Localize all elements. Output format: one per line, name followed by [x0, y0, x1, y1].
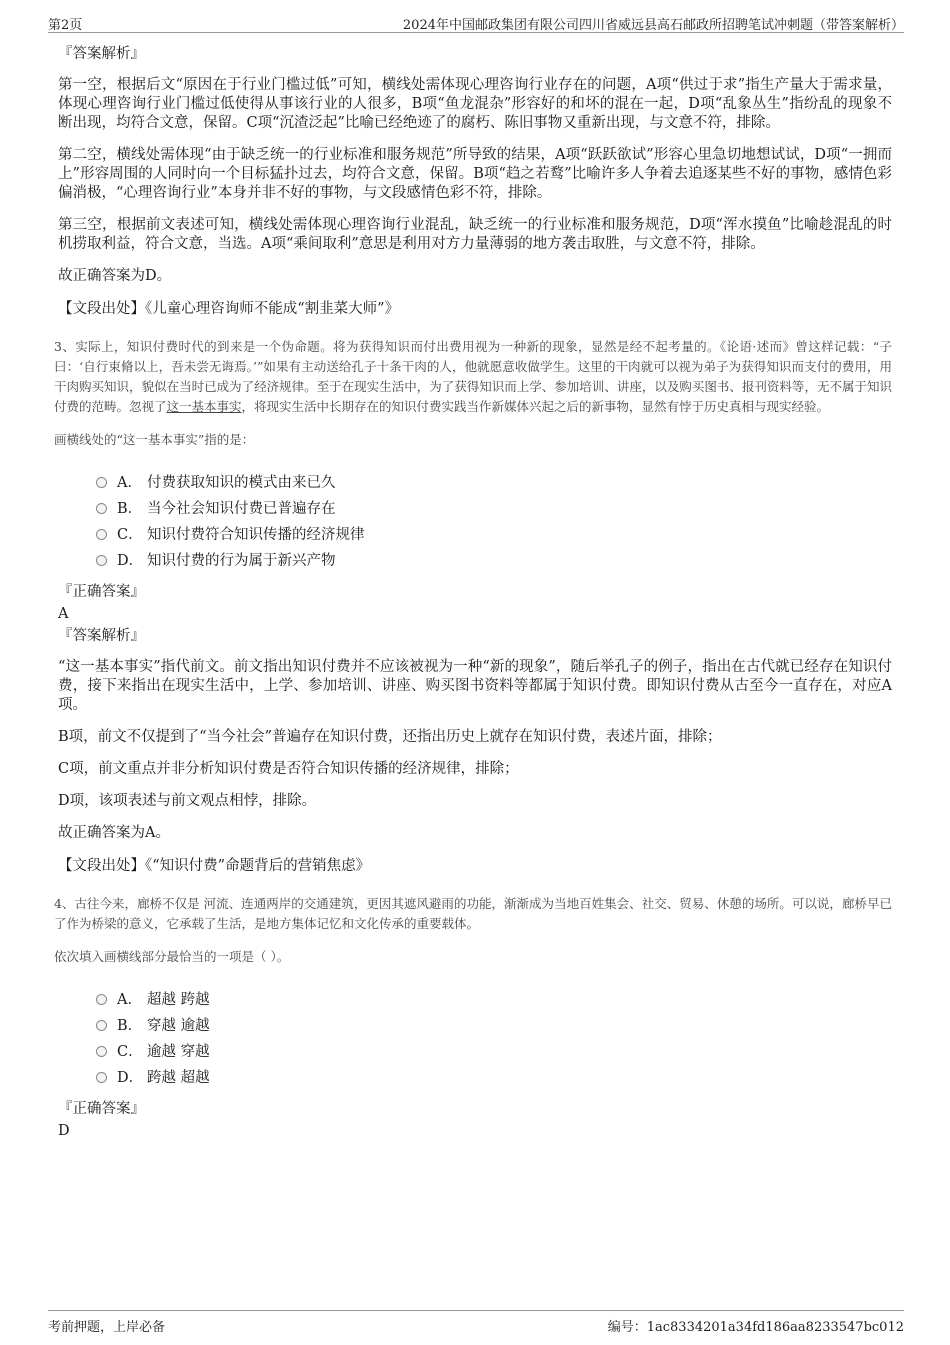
analysis-paragraph: C项，前文重点并非分析知识付费是否符合知识传播的经济规律，排除；	[58, 761, 519, 777]
underlined-phrase: 这一基本事实	[166, 399, 242, 414]
correct-answer: A	[58, 606, 69, 622]
analysis-conclusion: 故正确答案为D。	[58, 268, 172, 284]
option-a[interactable]: A． 付费获取知识的模式由来已久	[96, 470, 892, 496]
page-header	[48, 10, 904, 33]
radio-button[interactable]	[96, 1046, 107, 1057]
correct-answer-label: 『正确答案』	[58, 584, 145, 600]
option-b[interactable]: B． 穿越 逾越	[96, 1013, 892, 1039]
source-citation: 【文段出处】《“知识付费”命题背后的营销焦虑》	[58, 858, 371, 874]
page-number: 第2页	[48, 18, 83, 33]
correct-answer: D	[58, 1123, 70, 1139]
option-c[interactable]: C． 知识付费符合知识传播的经济规律	[96, 522, 892, 548]
analysis-paragraph: 第三空，根据前文表述可知，横线处需体现心理咨询行业混乱，缺乏统一的行业标准和服务规范，D项“浑水摸鱼”比喻趁混乱的时机捞取利益，符合文意，当选。A项“乘间取利”意思是利用对方力量薄弱的地方袭击取胜，与文意不符，排除。	[58, 217, 892, 252]
analysis-paragraph: 第一空，根据后文“原因在于行业门槛过低”可知，横线处需体现心理咨询行业存在的问题，A项“供过于求”指生产量大于需求量，体现心理咨询行业门槛过低使得从事该行业的人很多，B项“鱼龙混杂”形容好的和坏的混在一起，D项“乱象丛生”指纷乱的现象不断出现，均符合文意，保留。C项“沉渣泛起”比喻已经绝迹了的腐朽、陈旧事物又重新出现，与文意不符，排除。	[58, 77, 892, 131]
question-4-options	[96, 987, 892, 1091]
option-c[interactable]: C． 逾越 穿越	[96, 1039, 892, 1065]
option-d[interactable]: D． 知识付费的行为属于新兴产物	[96, 548, 892, 574]
analysis-label: 『答案解析』	[58, 46, 145, 62]
question-3-options	[96, 470, 892, 574]
footer-slogan: 考前押题，上岸必备	[48, 1320, 166, 1335]
question-4-text: 4、古往今来，廊桥不仅是 河流、连通两岸的交通建筑，更因其遮风避雨的功能，渐渐成为当地百姓集会、社交、贸易、休憩的场所。可以说，廊桥早已 了作为桥梁的意义，它承载了生活，是地方集体记忆和文化传承的重要载体。	[54, 896, 892, 931]
option-d[interactable]: D． 跨越 超越	[96, 1065, 892, 1091]
question-3-text: 3、实际上，知识付费时代的到来是一个伪命题。将为获得知识而付出费用视为一种新的现象，显然是经不起考量的。《论语·述而》曾这样记载：“子曰：‘自行束脩以上，吾未尝无诲焉。’”如果有主动送给孔子十条干肉的人，他就愿意收做学生。这里的干肉就可以视为弟子为获得知识而支付的费用，用干肉购买知识，貌似在当时已成为了经济规律。至于在现实生活中，为了获得知识而上学、参加培训、讲座，以及购买图书、报刊资料等，无不属于知识付费的范畴。忽视了这一基本事实，将现实生活中长期存在的知识付费实践当作新媒体兴起之后的新事物，显然有悖于历史真相与现实经验。	[54, 339, 892, 414]
radio-button[interactable]	[96, 1072, 107, 1083]
radio-button[interactable]	[96, 477, 107, 488]
analysis-conclusion: 故正确答案为A。	[58, 825, 170, 841]
analysis-paragraph: 第二空，横线处需体现“由于缺乏统一的行业标准和服务规范”所导致的结果，A项“跃跃欲试”形容心里急切地想试试，D项“一拥而上”形容周围的人同时向一个目标猛扑过去，均符合文意，保留。B项“趋之若鹜”比喻许多人争着去追逐某些不好的事物，感情色彩偏消极，“心理咨询行业”本身并非不好的事物，与文段感情色彩不符，排除。	[58, 147, 893, 201]
page-footer	[48, 1310, 904, 1333]
analysis-label: 『答案解析』	[58, 628, 145, 644]
radio-button[interactable]	[96, 994, 107, 1005]
page-content	[54, 44, 893, 1143]
source-citation: 【文段出处】《儿童心理咨询师不能成“割韭菜大师”》	[58, 301, 400, 317]
question-4-prompt: 依次填入画横线部分最恰当的一项是（ ）。	[54, 949, 290, 964]
radio-button[interactable]	[96, 503, 107, 514]
analysis-paragraph: D项，该项表述与前文观点相悖，排除。	[58, 793, 317, 809]
option-b[interactable]: B． 当今社会知识付费已普遍存在	[96, 496, 892, 522]
radio-button[interactable]	[96, 555, 107, 566]
analysis-paragraph: “这一基本事实”指代前文。前文指出知识付费并不应该被视为一种“新的现象”，随后举孔子的例子，指出在古代就已经存在知识付费，接下来指出在现实生活中，上学、参加培训、讲座、购买图书资料等都属于知识付费。即知识付费从古至今一直存在，对应A项。	[58, 659, 892, 713]
radio-button[interactable]	[96, 1020, 107, 1031]
question-3-prompt: 画横线处的“这一基本事实”指的是：	[54, 432, 255, 447]
correct-answer-label: 『正确答案』	[58, 1101, 145, 1117]
document-code: 编号：1ac8334201a34fd186aa8233547bc012	[607, 1320, 904, 1335]
radio-button[interactable]	[96, 529, 107, 540]
document-title: 2024年中国邮政集团有限公司四川省威远县高石邮政所招聘笔试冲刺题（带答案解析）	[402, 18, 904, 33]
analysis-paragraph: B项，前文不仅提到了“当今社会”普遍存在知识付费，还指出历史上就存在知识付费，表述片面，排除；	[58, 729, 722, 745]
option-a[interactable]: A． 超越 跨越	[96, 987, 892, 1013]
